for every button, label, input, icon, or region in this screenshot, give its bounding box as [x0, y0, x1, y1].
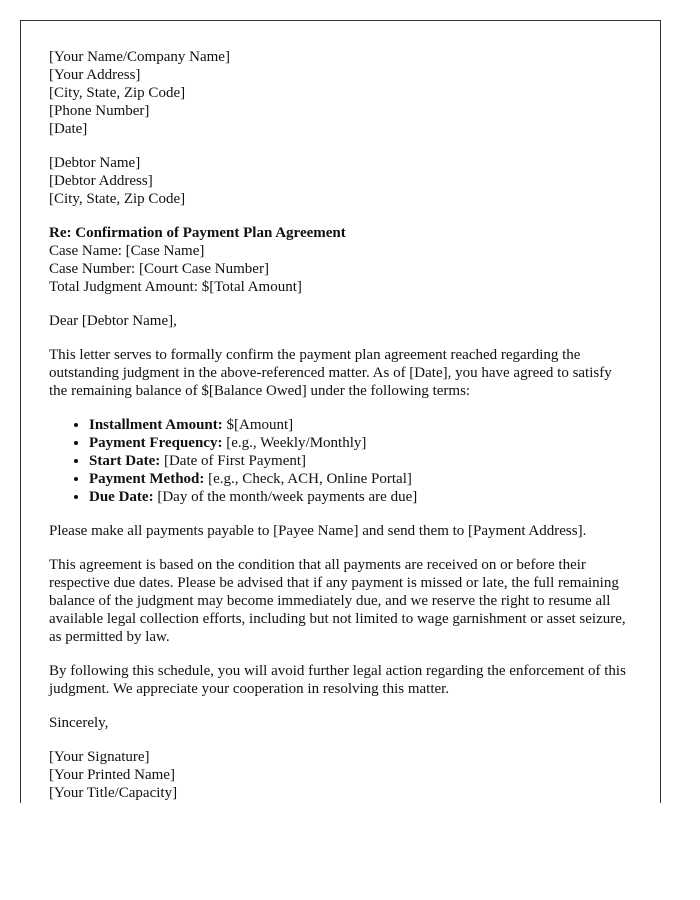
term-value: $[Amount] — [222, 417, 294, 433]
sender-phone: [Phone Number] — [49, 103, 150, 119]
recipient-block — [49, 154, 632, 208]
closing: Sincerely, — [49, 715, 109, 731]
term-item — [89, 452, 632, 470]
signature-block — [49, 748, 632, 802]
case-name: Case Name: [Case Name] — [49, 243, 205, 259]
term-label: Due Date: — [89, 489, 154, 505]
letter-page — [20, 20, 661, 803]
condition-paragraph: This agreement is based on the condition that all payments are received on or before their respective due dates. Please be advised that if any payment is missed or late, the full remaining balance of the judgment may become immediately due, and we reserve the right to resume all available legal collection efforts, including but not limited to wage garnishment or asset seizure, as permitted by law. — [49, 557, 626, 645]
debtor-name: [Debtor Name] — [49, 155, 141, 171]
term-label: Start Date: — [89, 453, 161, 469]
sender-city: [City, State, Zip Code] — [49, 85, 186, 101]
term-value: [e.g., Weekly/Monthly] — [222, 435, 367, 451]
term-item — [89, 416, 632, 434]
case-number: Case Number: [Court Case Number] — [49, 261, 269, 277]
subject-line: Re: Confirmation of Payment Plan Agreement — [49, 225, 346, 241]
total-judgment: Total Judgment Amount: $[Total Amount] — [49, 279, 302, 295]
term-item — [89, 488, 632, 506]
subject-block — [49, 224, 632, 296]
signature: [Your Signature] — [49, 749, 150, 765]
payable-paragraph: Please make all payments payable to [Payee Name] and send them to [Payment Address]. — [49, 523, 587, 539]
term-item — [89, 470, 632, 488]
term-value: [e.g., Check, ACH, Online Portal] — [204, 471, 412, 487]
terms-list — [49, 416, 632, 506]
sender-name: [Your Name/Company Name] — [49, 49, 230, 65]
letter-date: [Date] — [49, 121, 88, 137]
term-label: Payment Frequency: — [89, 435, 223, 451]
sender-block — [49, 48, 632, 138]
debtor-address: [Debtor Address] — [49, 173, 153, 189]
term-value: [Day of the month/week payments are due] — [153, 489, 418, 505]
term-label: Payment Method: — [89, 471, 205, 487]
salutation: Dear [Debtor Name], — [49, 313, 177, 329]
printed-name: [Your Printed Name] — [49, 767, 175, 783]
debtor-city: [City, State, Zip Code] — [49, 191, 186, 207]
title-capacity: [Your Title/Capacity] — [49, 785, 178, 801]
term-label: Installment Amount: — [89, 417, 223, 433]
term-item — [89, 434, 632, 452]
sender-address: [Your Address] — [49, 67, 141, 83]
intro-paragraph: This letter serves to formally confirm the payment plan agreement reached regarding the outstanding judgment in the above-referenced matter. As of [Date], you have agreed to satisfy the remaining balance of $[Balance Owed] under the following terms: — [49, 347, 612, 399]
term-value: [Date of First Payment] — [160, 453, 307, 469]
closing-paragraph: By following this schedule, you will avoid further legal action regarding the enforcement of this judgment. We appreciate your cooperation in resolving this matter. — [49, 663, 626, 697]
